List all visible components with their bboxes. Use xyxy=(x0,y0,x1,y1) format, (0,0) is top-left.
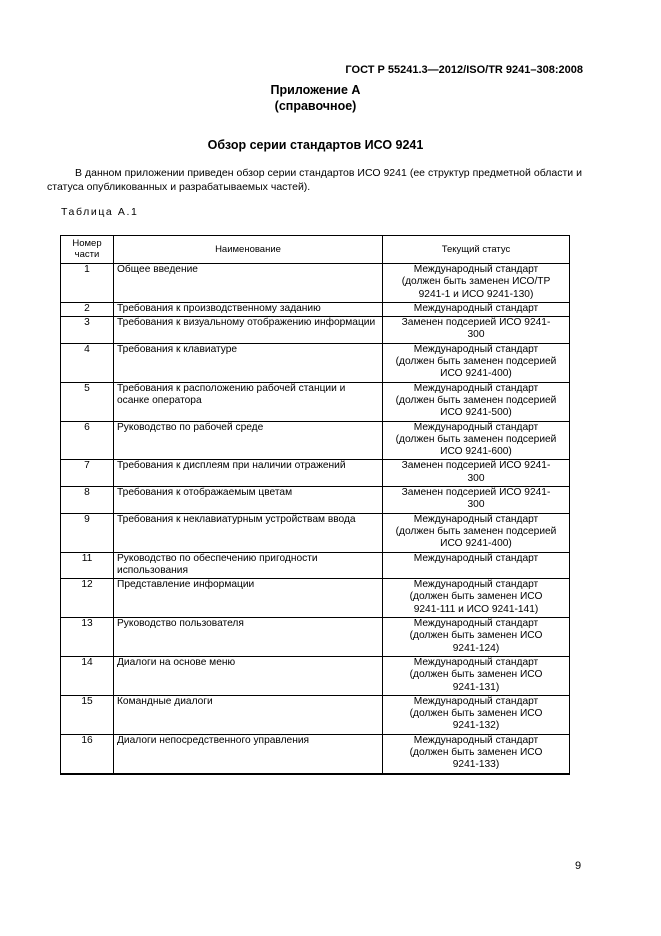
cell-name: Требования к клавиатуре xyxy=(114,343,383,382)
table-row xyxy=(61,264,570,303)
cell-status xyxy=(383,317,570,344)
table-caption: Таблица А.1 xyxy=(61,206,139,218)
status-line: (должен быть заменен ИСО xyxy=(409,669,543,681)
cell-status xyxy=(383,579,570,618)
table-row xyxy=(61,695,570,734)
cell-part-number: 2 xyxy=(61,302,114,316)
cell-name: Требования к расположению рабочей станции и осанке оператора xyxy=(114,382,383,421)
status-line: 9241-131) xyxy=(452,681,500,693)
table-row xyxy=(61,343,570,382)
table-row xyxy=(61,382,570,421)
status-line: Заменен подсерией ИСО 9241- xyxy=(401,487,551,499)
status-line: 300 xyxy=(467,472,485,484)
table-row xyxy=(61,487,570,514)
cell-part-number: 15 xyxy=(61,695,114,734)
table-row xyxy=(61,421,570,460)
status-line: (должен быть заменен подсерией xyxy=(395,356,557,368)
cell-part-number: 13 xyxy=(61,618,114,657)
table-row xyxy=(61,302,570,316)
status-line: Заменен подсерией ИСО 9241- xyxy=(401,317,551,329)
status-line: (должен быть заменен подсерией xyxy=(395,525,557,537)
cell-part-number: 12 xyxy=(61,579,114,618)
status-line: 300 xyxy=(467,499,485,511)
status-line: Международный стандарт xyxy=(413,264,539,275)
status-line: ИСО 9241-600) xyxy=(440,446,512,458)
status-line: ИСО 9241-400) xyxy=(440,368,512,380)
status-line: (должен быть заменен ИСО xyxy=(409,746,543,758)
status-line: (должен быть заменен ИСО xyxy=(409,708,543,720)
status-line: Международный стандарт xyxy=(413,552,539,564)
status-line: 9241-132) xyxy=(452,720,500,732)
status-line: Международный стандарт xyxy=(413,656,539,668)
document-code: ГОСТ Р 55241.3—2012/ISO/TR 9241–308:2008 xyxy=(345,64,583,76)
status-line: (должен быть заменен подсерией xyxy=(395,394,557,406)
status-line: ИСО 9241-400) xyxy=(440,538,512,550)
cell-part-number: 4 xyxy=(61,343,114,382)
cell-status xyxy=(383,513,570,552)
table-row xyxy=(61,734,570,773)
status-line: (должен быть заменен ИСО xyxy=(409,591,543,603)
header-part-number-line1: Номер xyxy=(72,238,102,249)
cell-status xyxy=(383,460,570,487)
status-line: 9241-124) xyxy=(452,642,500,654)
table-header-row xyxy=(61,236,570,264)
cell-name: Общее введение xyxy=(114,264,383,303)
table-body xyxy=(61,264,570,774)
status-line: Международный стандарт xyxy=(413,302,539,314)
intro-paragraph: В данном приложении приведен обзор серии стандартов ИСО 9241 (ее структур предметной области и статуса опубликованных и разрабатываемых частей). xyxy=(47,167,582,193)
appendix-subtitle: (справочное) xyxy=(274,99,357,113)
cell-status xyxy=(383,656,570,695)
table-row xyxy=(61,513,570,552)
cell-part-number: 7 xyxy=(61,460,114,487)
table-row xyxy=(61,656,570,695)
status-line: (должен быть заменен ИСО xyxy=(409,630,543,642)
table-row xyxy=(61,460,570,487)
status-line: ИСО 9241-500) xyxy=(440,407,512,419)
status-line: 9241-1 и ИСО 9241-130) xyxy=(418,288,534,300)
cell-status xyxy=(383,302,570,316)
cell-name: Требования к визуальному отображению информации xyxy=(114,317,383,344)
cell-part-number: 9 xyxy=(61,513,114,552)
standards-table xyxy=(60,235,570,775)
status-line: Международный стандарт xyxy=(413,382,539,394)
cell-status xyxy=(383,552,570,579)
cell-name: Требования к дисплеям при наличии отражений xyxy=(114,460,383,487)
header-name: Наименование xyxy=(114,236,383,264)
cell-part-number: 14 xyxy=(61,656,114,695)
table-row xyxy=(61,579,570,618)
cell-name: Руководство по обеспечению пригодности использования xyxy=(114,552,383,579)
cell-part-number: 6 xyxy=(61,421,114,460)
cell-name: Руководство пользователя xyxy=(114,618,383,657)
status-line: 9241-111 и ИСО 9241-141) xyxy=(413,603,539,615)
cell-status xyxy=(383,264,570,303)
cell-status xyxy=(383,487,570,514)
header-part-number xyxy=(61,236,114,264)
status-line: 300 xyxy=(467,329,485,341)
status-line: (должен быть заменен подсерией xyxy=(395,433,557,445)
appendix-heading xyxy=(0,82,631,114)
cell-part-number: 3 xyxy=(61,317,114,344)
cell-name: Командные диалоги xyxy=(114,695,383,734)
header-status: Текущий статус xyxy=(383,236,570,264)
status-line: Международный стандарт xyxy=(413,618,539,630)
cell-name: Представление информации xyxy=(114,579,383,618)
status-line: (должен быть заменен ИСО/ТР xyxy=(401,276,551,288)
cell-part-number: 11 xyxy=(61,552,114,579)
status-line: Международный стандарт xyxy=(413,343,539,355)
table-row xyxy=(61,317,570,344)
cell-part-number: 8 xyxy=(61,487,114,514)
status-line: Международный стандарт xyxy=(413,513,539,525)
cell-status xyxy=(383,734,570,773)
cell-status xyxy=(383,382,570,421)
cell-name: Диалоги на основе меню xyxy=(114,656,383,695)
cell-name: Руководство по рабочей среде xyxy=(114,421,383,460)
section-title: Обзор серии стандартов ИСО 9241 xyxy=(207,138,424,152)
status-line: Заменен подсерией ИСО 9241- xyxy=(401,460,551,472)
cell-name: Требования к неклавиатурным устройствам ввода xyxy=(114,513,383,552)
page-number: 9 xyxy=(575,860,582,872)
table-row xyxy=(61,552,570,579)
cell-name: Диалоги непосредственного управления xyxy=(114,734,383,773)
cell-status xyxy=(383,421,570,460)
cell-name: Требования к отображаемым цветам xyxy=(114,487,383,514)
cell-part-number: 16 xyxy=(61,734,114,773)
header-part-number-line2: части xyxy=(74,249,100,260)
cell-name: Требования к производственному заданию xyxy=(114,302,383,316)
cell-part-number: 1 xyxy=(61,264,114,303)
cell-status xyxy=(383,343,570,382)
status-line: 9241-133) xyxy=(452,759,500,771)
table-row xyxy=(61,618,570,657)
status-line: Международный стандарт xyxy=(413,695,539,707)
status-line: Международный стандарт xyxy=(413,421,539,433)
cell-part-number: 5 xyxy=(61,382,114,421)
cell-status xyxy=(383,695,570,734)
status-line: Международный стандарт xyxy=(413,579,539,591)
cell-status xyxy=(383,618,570,657)
appendix-title: Приложение А xyxy=(270,83,361,97)
status-line: Международный стандарт xyxy=(413,734,539,746)
